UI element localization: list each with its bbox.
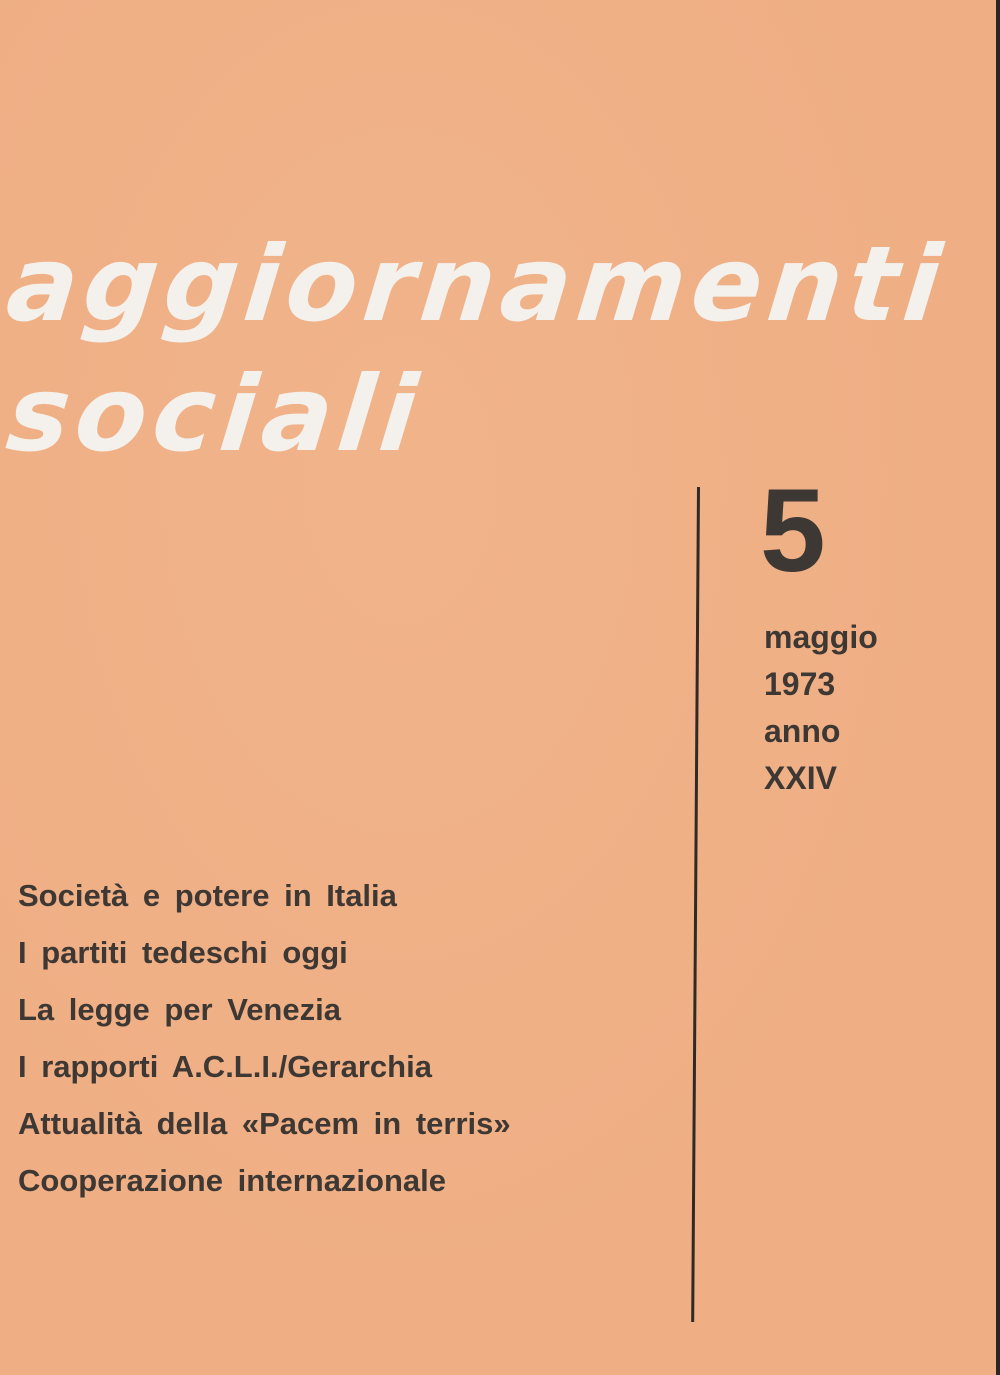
- issue-number: 5: [760, 465, 826, 597]
- vertical-divider: [691, 487, 700, 1322]
- issue-year: 1973: [764, 666, 836, 702]
- contents-item: Società e potere in Italia: [18, 878, 397, 913]
- masthead-title-line1: aggiornamenti: [1, 223, 953, 345]
- contents-item: I rapporti A.C.L.I./Gerarchia: [18, 1049, 432, 1084]
- issue-anno-label: anno: [764, 713, 841, 749]
- contents-item: Cooperazione internazionale: [18, 1163, 447, 1198]
- masthead-title-line2: sociali: [1, 353, 429, 475]
- issue-month: maggio: [764, 619, 878, 655]
- page-edge: [996, 0, 1000, 1375]
- contents-item: La legge per Venezia: [18, 992, 341, 1027]
- issue-volume: XXIV: [764, 760, 837, 796]
- table-of-contents: [18, 880, 511, 1222]
- contents-item: Attualità della «Pacem in terris»: [18, 1106, 511, 1141]
- contents-item: I partiti tedeschi oggi: [18, 935, 348, 970]
